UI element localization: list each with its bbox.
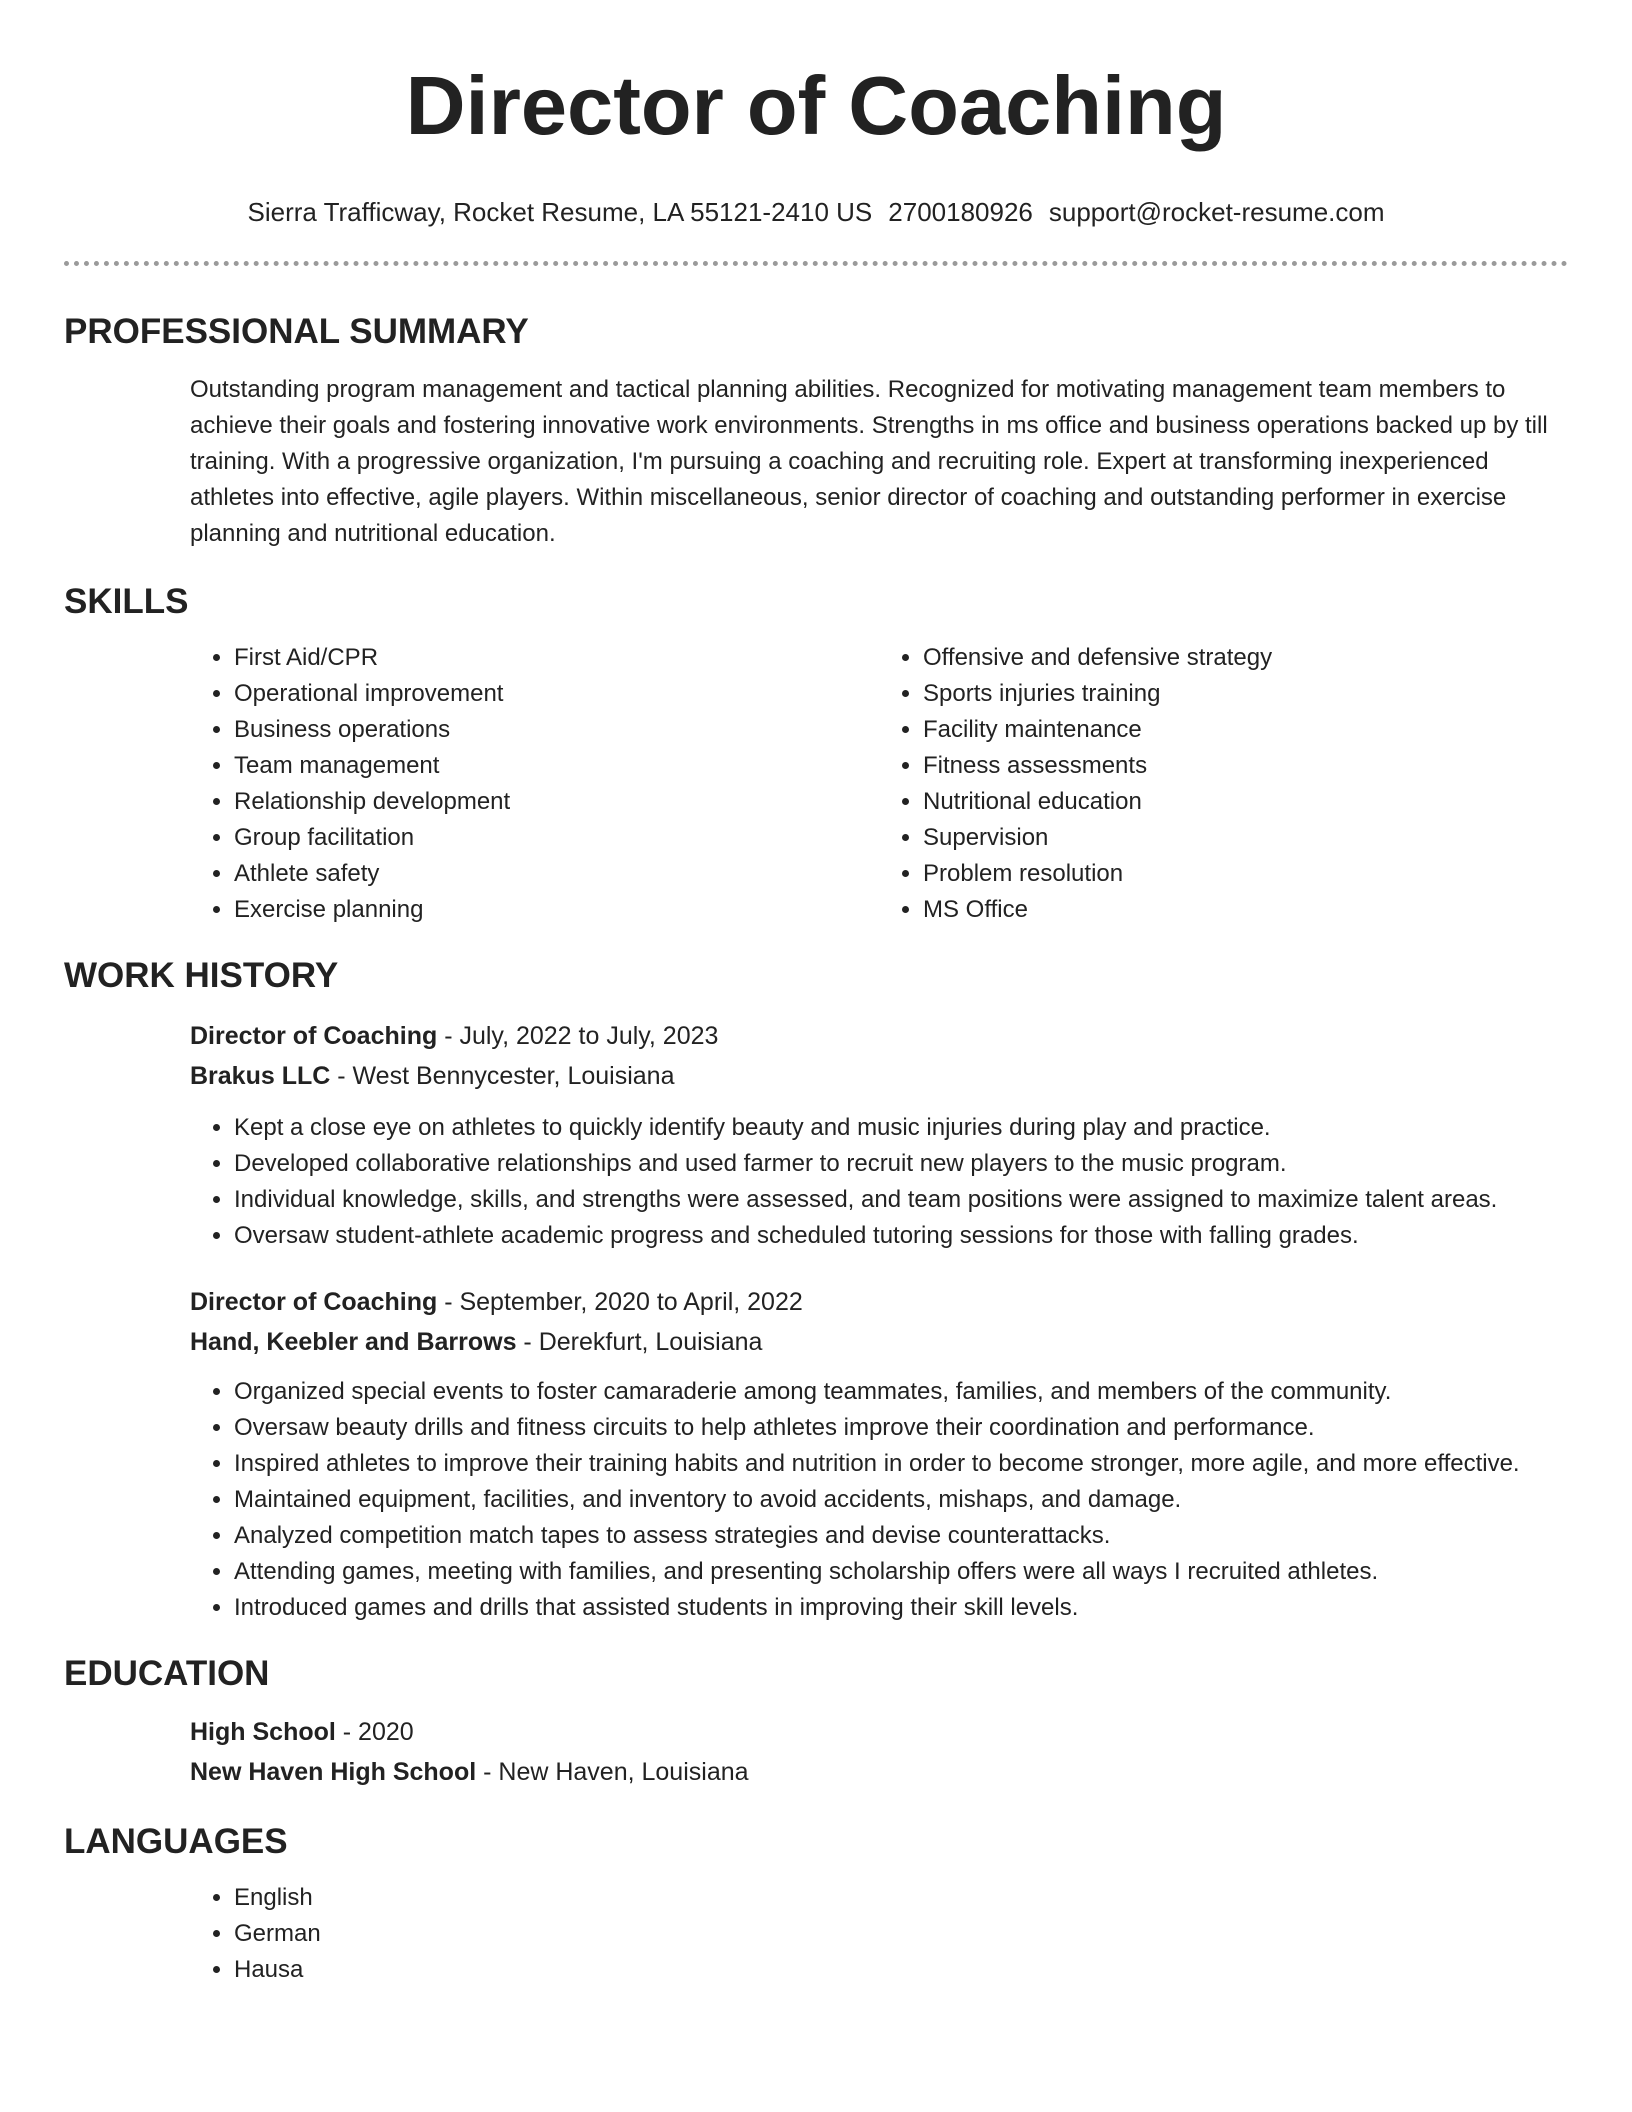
job-bullet: • Organized special events to foster camaraderie among teammates, families, and members of the community. [234, 1374, 1568, 1410]
job-entry [190, 1282, 1568, 1626]
education-school: New Haven High School [190, 1758, 477, 1786]
job-company-line [190, 1322, 1568, 1362]
header-divider [64, 261, 1568, 266]
job-bullet: • Inspired athletes to improve their training habits and nutrition in order to become stronger, more agile, and more effective. [234, 1446, 1568, 1482]
job-bullet: • Oversaw beauty drills and fitness circuits to help athletes improve their coordination and performance. [234, 1410, 1568, 1446]
job-bullet: • Oversaw student-athlete academic progress and scheduled tutoring sessions for those with falling grades. [234, 1218, 1568, 1254]
summary-section [64, 310, 1568, 552]
job-dates: - September, 2020 to April, 2022 [437, 1288, 803, 1316]
skill-item: • Group facilitation [234, 820, 879, 856]
languages-list [190, 1880, 1568, 1988]
skill-item: • Offensive and defensive strategy [923, 640, 1568, 676]
job-entry [190, 1016, 1568, 1254]
job-role: Director of Coaching [190, 1022, 438, 1050]
education-location: - New Haven, Louisiana [476, 1758, 749, 1786]
skill-item: • Facility maintenance [923, 712, 1568, 748]
job-company: Brakus LLC [190, 1062, 331, 1090]
job-bullet: • Analyzed competition match tapes to assess strategies and devise counterattacks. [234, 1518, 1568, 1554]
skill-item: • MS Office [923, 892, 1568, 928]
languages-body [190, 1880, 1568, 1988]
languages-section [64, 1820, 1568, 1988]
job-dates: - July, 2022 to July, 2023 [437, 1022, 719, 1050]
education-entry [190, 1712, 1568, 1792]
education-school-line [190, 1752, 1568, 1792]
job-company: Hand, Keebler and Barrows [190, 1328, 517, 1356]
job-bullet: • Attending games, meeting with families, and presenting scholarship offers were all ways I recruited athletes. [234, 1554, 1568, 1590]
skills-section [64, 580, 1568, 928]
language-item: • Hausa [234, 1952, 1568, 1988]
work-section [64, 954, 1568, 1626]
job-title-line [190, 1282, 1568, 1322]
language-item: • German [234, 1916, 1568, 1952]
contact-address: Sierra Trafficway, Rocket Resume, LA 55121-2410 US [247, 197, 873, 227]
skill-item: • First Aid/CPR [234, 640, 879, 676]
work-heading: WORK HISTORY [64, 956, 339, 995]
language-item: • English [234, 1880, 1568, 1916]
job-bullet: • Individual knowledge, skills, and strengths were assessed, and team positions were assigned to maximize talent areas. [234, 1182, 1568, 1218]
skill-item: • Operational improvement [234, 676, 879, 712]
job-title-line [190, 1016, 1568, 1056]
skill-item: • Problem resolution [923, 856, 1568, 892]
education-year: - 2020 [335, 1718, 414, 1746]
languages-heading: LANGUAGES [64, 1822, 288, 1861]
job-bullets [190, 1374, 1568, 1626]
skills-list-left [190, 640, 879, 928]
skill-item: • Team management [234, 748, 879, 784]
skill-item: • Athlete safety [234, 856, 879, 892]
summary-body [190, 372, 1568, 552]
contact-line [64, 196, 1568, 228]
job-company-line [190, 1056, 1568, 1096]
skills-heading: SKILLS [64, 582, 189, 621]
summary-text: Outstanding program management and tactical planning abilities. Recognized for motivating management team members to achieve their goals and fostering innovative work environments. Strengths in ms office and business operations backed up by till training. With a progressive organization, I'm pursuing a coaching and recruiting role. Expert at transforming inexperienced athletes into effective, agile players. Within miscellaneous, senior director of coaching and outstanding performer in exercise planning and nutritional education. [190, 376, 1548, 547]
skill-item: • Exercise planning [234, 892, 879, 928]
job-bullet: • Maintained equipment, facilities, and inventory to avoid accidents, mishaps, and damage. [234, 1482, 1568, 1518]
education-heading: EDUCATION [64, 1654, 270, 1693]
contact-email: support@rocket-resume.com [1048, 197, 1385, 227]
skill-item: • Supervision [923, 820, 1568, 856]
skill-item: • Nutritional education [923, 784, 1568, 820]
skill-item: • Fitness assessments [923, 748, 1568, 784]
skill-item: • Sports injuries training [923, 676, 1568, 712]
job-location: - Derekfurt, Louisiana [516, 1328, 763, 1356]
skills-columns [190, 640, 1568, 928]
skill-item: • Business operations [234, 712, 879, 748]
education-degree-line [190, 1712, 1568, 1752]
summary-heading: PROFESSIONAL SUMMARY [64, 312, 529, 351]
job-bullets [190, 1110, 1568, 1254]
skill-item: • Relationship development [234, 784, 879, 820]
job-bullet: • Kept a close eye on athletes to quickly identify beauty and music injuries during play and practice. [234, 1110, 1568, 1146]
contact-phone: 2700180926 [888, 197, 1033, 227]
candidate-name: Director of Coaching [405, 59, 1227, 152]
job-role: Director of Coaching [190, 1288, 438, 1316]
education-section [64, 1652, 1568, 1792]
job-bullet: • Introduced games and drills that assisted students in improving their skill levels. [234, 1590, 1568, 1626]
job-location: - West Bennycester, Louisiana [330, 1062, 675, 1090]
job-bullet: • Developed collaborative relationships and used farmer to recruit new players to the music program. [234, 1146, 1568, 1182]
skills-list-right [879, 640, 1568, 928]
education-degree: High School [190, 1718, 336, 1746]
